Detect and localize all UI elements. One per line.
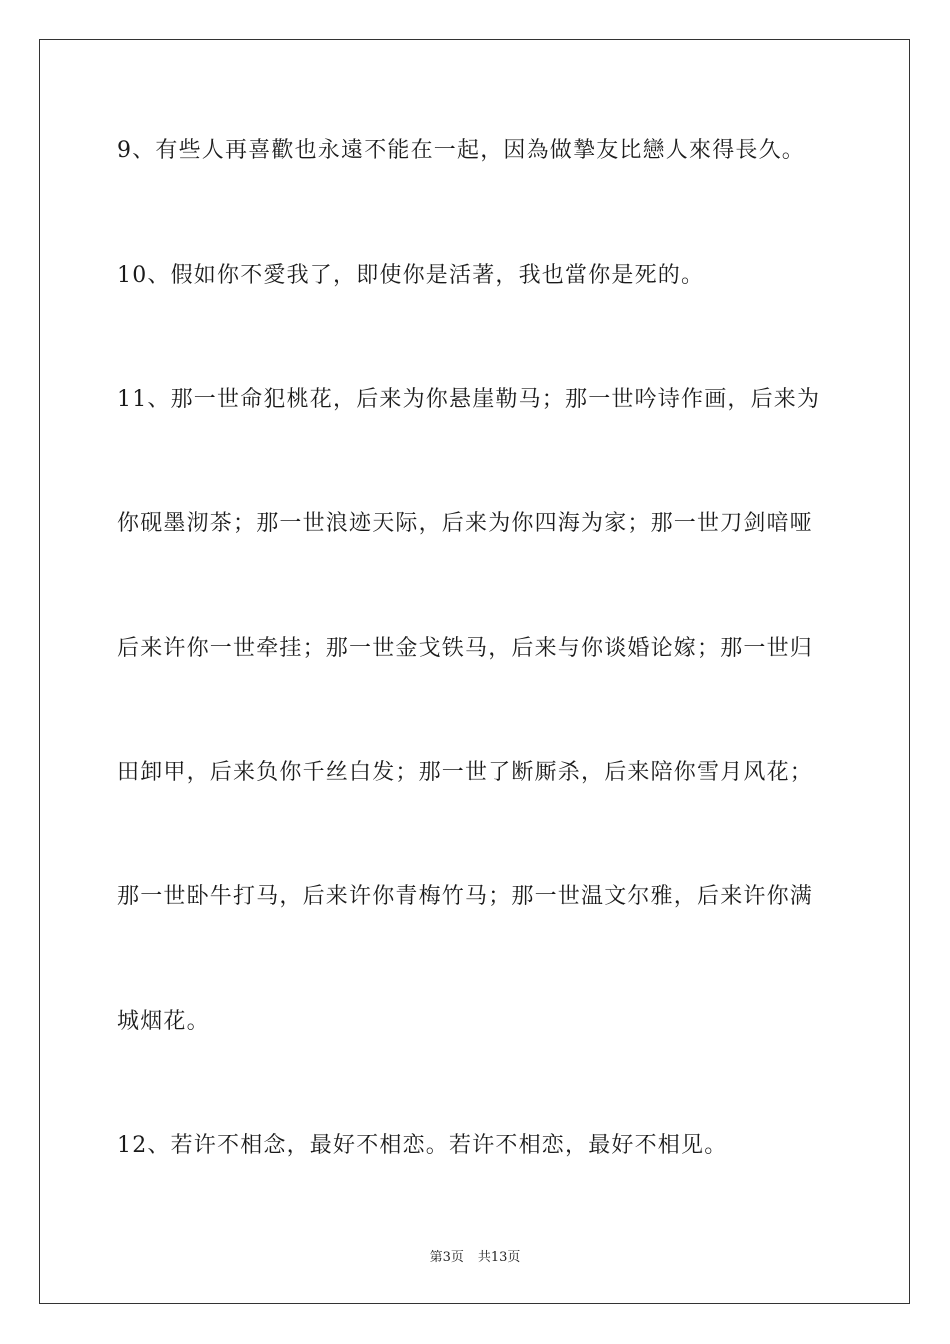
text-line-4: 你砚墨沏茶；那一世浪迹天际，后来为你四海为家；那一世刀剑喑哑 (117, 511, 814, 536)
text-line-3: 11、那一世命犯桃花，后来为你悬崖勒马；那一世吟诗作画，后来为 (117, 387, 821, 412)
text-line-9: 12、若许不相念，最好不相恋。若许不相恋，最好不相见。 (117, 1133, 728, 1158)
text-line-8: 城烟花。 (117, 1009, 210, 1034)
page-number: 第3页 (429, 1250, 464, 1265)
page-footer (0, 1250, 950, 1266)
page-border (39, 39, 910, 1304)
text-line-2: 10、假如你不愛我了，即使你是活著，我也當你是死的。 (117, 263, 705, 288)
text-line-6: 田卸甲，后来负你千丝白发；那一世了断厮杀，后来陪你雪月风花； (117, 760, 814, 785)
total-pages: 共13页 (477, 1250, 521, 1265)
text-line-1: 9、有些人再喜歡也永遠不能在一起，因為做摯友比戀人來得長久。 (117, 138, 805, 163)
text-line-5: 后来许你一世牵挂；那一世金戈铁马，后来与你谈婚论嫁；那一世归 (117, 636, 814, 661)
text-line-7: 那一世卧牛打马，后来许你青梅竹马；那一世温文尔雅，后来许你满 (117, 884, 814, 909)
